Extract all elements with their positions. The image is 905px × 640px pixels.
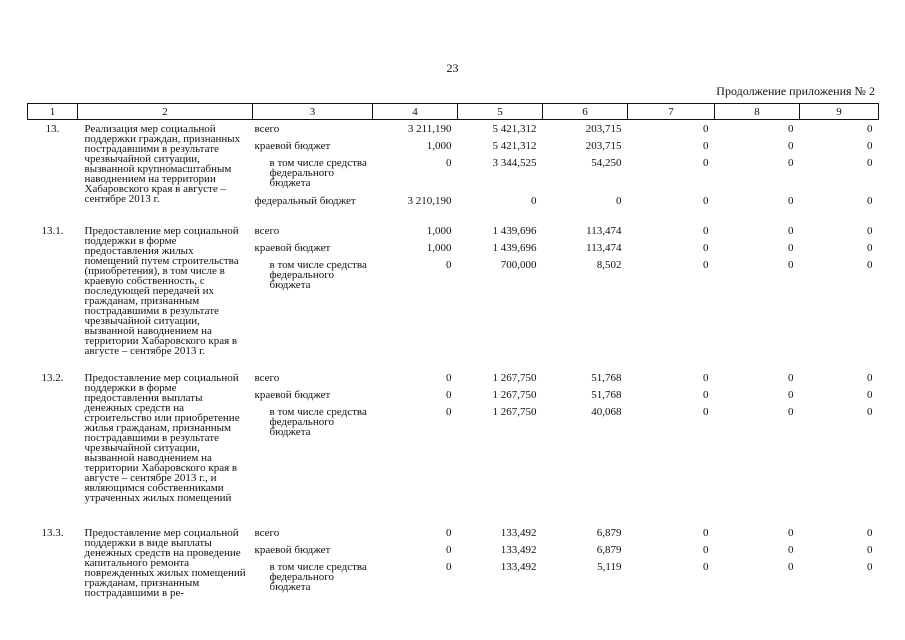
budget-value: 0: [867, 225, 873, 237]
budget-value: 0: [788, 561, 794, 573]
budget-value: 1 439,696: [492, 242, 537, 254]
funding-source-cell: [253, 524, 373, 604]
budget-value: 203,715: [585, 140, 622, 152]
budget-value: 113,474: [586, 225, 622, 237]
budget-value: 0: [703, 259, 709, 271]
column-header-4: 4: [373, 104, 458, 120]
funding-source-label: всего: [254, 372, 280, 384]
budget-value: 0: [703, 123, 709, 135]
budget-value: 0: [788, 242, 794, 254]
funding-source-label: федеральный бюджет: [254, 195, 356, 207]
budget-value: 113,474: [586, 242, 622, 254]
value-cell-v9: [800, 222, 879, 369]
table-row: [28, 369, 879, 524]
value-cell-v7: [628, 222, 715, 369]
budget-value: 0: [867, 140, 873, 152]
table-row: [28, 222, 879, 369]
budget-value: 51,768: [591, 389, 622, 401]
funding-source-label: краевой бюджет: [254, 140, 331, 152]
budget-value: 1 267,750: [492, 406, 537, 418]
funding-source-label: в том числе средства федерального бюджета: [269, 561, 367, 593]
budget-value: 0: [446, 527, 452, 539]
budget-value: 0: [788, 527, 794, 539]
budget-value: 0: [788, 140, 794, 152]
column-header-9: 9: [800, 104, 879, 120]
row-number: 13.2.: [41, 372, 64, 384]
budget-value: 0: [703, 544, 709, 556]
budget-value: 0: [446, 372, 452, 384]
value-cell-v7: [628, 120, 715, 223]
budget-value: 0: [446, 259, 452, 271]
value-cell-v6: [543, 369, 628, 524]
budget-value: 0: [788, 195, 794, 207]
table-row: [28, 120, 879, 223]
budget-value: 1 267,750: [492, 372, 537, 384]
budget-value: 0: [788, 372, 794, 384]
funding-source-label: всего: [254, 123, 280, 135]
budget-value: 40,068: [591, 406, 622, 418]
budget-value: 54,250: [591, 157, 622, 169]
value-cell-v4: [373, 222, 458, 369]
value-cell-v8: [715, 524, 800, 604]
measure-name-cell: [78, 222, 253, 369]
budget-value: 0: [788, 123, 794, 135]
measure-name-cell: [78, 120, 253, 223]
funding-source-label: краевой бюджет: [254, 389, 331, 401]
row-number: 13.3.: [41, 527, 64, 539]
value-cell-v4: [373, 524, 458, 604]
value-cell-v7: [628, 524, 715, 604]
budget-value: 0: [703, 527, 709, 539]
budget-value: 0: [788, 389, 794, 401]
column-header-8: 8: [715, 104, 800, 120]
budget-value: 0: [703, 225, 709, 237]
budget-value: 0: [867, 544, 873, 556]
budget-value: 1,000: [426, 225, 452, 237]
budget-value: 1 267,750: [492, 389, 537, 401]
value-cell-v8: [715, 120, 800, 223]
value-cell-v4: [373, 369, 458, 524]
column-header-7: 7: [628, 104, 715, 120]
measure-name: Предоставление мер социальной поддержки в форме предоставления жилых помещений путем строительства (приобретения), в том числе в краевую собственность, с последующей передачей их гражданам, признанным пострадавшими в результате чрезвычайной ситуации, вызванной наводнением на территории Хабаровского края в августе – сентябре 2013 г.: [84, 225, 239, 357]
budget-value: 3 210,190: [407, 195, 452, 207]
budget-value: 0: [616, 195, 622, 207]
budget-value: 133,492: [500, 561, 537, 573]
funding-source-label: в том числе средства федерального бюджета: [269, 406, 367, 438]
value-cell-v5: [458, 524, 543, 604]
value-cell-v8: [715, 222, 800, 369]
budget-value: 0: [446, 389, 452, 401]
budget-value: 133,492: [500, 544, 537, 556]
value-cell-v9: [800, 524, 879, 604]
budget-value: 133,492: [500, 527, 537, 539]
funding-source-label: всего: [254, 225, 280, 237]
column-header-2: 2: [78, 104, 253, 120]
value-cell-v8: [715, 369, 800, 524]
page-number: 23: [446, 61, 459, 75]
value-cell-v5: [458, 120, 543, 223]
value-cell-v9: [800, 120, 879, 223]
budget-value: 0: [867, 389, 873, 401]
measure-name: Предоставление мер социальной поддержки в виде выплаты денежных средств на проведение капитального ремонта поврежденных жилых помещений гражданам, признанным пострадавшими в ре-: [84, 527, 246, 599]
row-number: 13.1.: [41, 225, 64, 237]
budget-value: 5 421,312: [492, 140, 537, 152]
budget-value: 51,768: [591, 372, 622, 384]
budget-value: 0: [867, 195, 873, 207]
budget-value: 6,879: [596, 544, 622, 556]
budget-value: 0: [867, 259, 873, 271]
funding-source-label: краевой бюджет: [254, 242, 331, 254]
table-row: [28, 524, 879, 604]
budget-value: 0: [867, 527, 873, 539]
column-header-1: 1: [28, 104, 78, 120]
value-cell-v7: [628, 369, 715, 524]
budget-value: 3 344,525: [492, 157, 537, 169]
budget-value: 3 211,190: [407, 123, 452, 135]
funding-source-label: в том числе средства федерального бюджета: [269, 259, 367, 291]
column-header-3: 3: [253, 104, 373, 120]
budget-value: 1,000: [426, 140, 452, 152]
row-number: 13.: [45, 123, 60, 135]
budget-value: 0: [788, 544, 794, 556]
value-cell-v6: [543, 222, 628, 369]
continuation-label: Продолжение приложения № 2: [716, 84, 875, 98]
budget-value: 0: [703, 140, 709, 152]
budget-value: 0: [703, 195, 709, 207]
budget-value: 0: [446, 406, 452, 418]
budget-value: 0: [867, 372, 873, 384]
budget-value: 0: [703, 372, 709, 384]
budget-value: 203,715: [585, 123, 622, 135]
budget-value: 1,000: [426, 242, 452, 254]
budget-value: 0: [446, 561, 452, 573]
value-cell-v5: [458, 222, 543, 369]
budget-value: 8,502: [596, 259, 622, 271]
budget-value: 0: [788, 406, 794, 418]
measure-name-cell: [78, 369, 253, 524]
table-body: [28, 120, 879, 605]
budget-value: 0: [703, 389, 709, 401]
budget-value: 5,119: [597, 561, 622, 573]
funding-source-cell: [253, 120, 373, 223]
budget-value: 0: [703, 406, 709, 418]
funding-source-cell: [253, 222, 373, 369]
budget-value: 0: [867, 242, 873, 254]
budget-value: 0: [703, 157, 709, 169]
budget-value: 0: [788, 157, 794, 169]
budget-value: 0: [867, 406, 873, 418]
funding-source-label: в том числе средства федерального бюджета: [269, 157, 367, 189]
column-header-6: 6: [543, 104, 628, 120]
measure-name-cell: [78, 524, 253, 604]
budget-table: [27, 103, 879, 604]
budget-value: 0: [446, 157, 452, 169]
measure-name: Реализация мер социальной поддержки граждан, признанных пострадавшими в результате чрезвычайной ситуации, вызванной крупномасштабным наводнением на территории Хабаровского края в августе – сентябре 2013 г.: [84, 123, 241, 205]
value-cell-v5: [458, 369, 543, 524]
budget-value: 700,000: [500, 259, 537, 271]
column-header-row: [28, 104, 879, 120]
funding-source-cell: [253, 369, 373, 524]
budget-value: 0: [867, 561, 873, 573]
budget-value: 6,879: [596, 527, 622, 539]
budget-value: 0: [531, 195, 537, 207]
budget-value: 0: [703, 561, 709, 573]
value-cell-v6: [543, 120, 628, 223]
budget-value: 5 421,312: [492, 123, 537, 135]
budget-value: 1 439,696: [492, 225, 537, 237]
value-cell-v9: [800, 369, 879, 524]
budget-value: 0: [867, 157, 873, 169]
funding-source-label: всего: [254, 527, 280, 539]
budget-value: 0: [867, 123, 873, 135]
measure-name: Предоставление мер социальной поддержки в форме предоставления выплаты денежных средств на строительство или приобретение жилья гражданам, признанным пострадавшими в результате чрезвычайной ситуации, вызванной наводнением на территории Хабаровского края в августе – сентябре 2013 г., и являющимся собственниками утраченных жилых помещений: [84, 372, 240, 504]
column-header-5: 5: [458, 104, 543, 120]
budget-value: 0: [703, 242, 709, 254]
value-cell-v6: [543, 524, 628, 604]
budget-value: 0: [788, 259, 794, 271]
funding-source-label: краевой бюджет: [254, 544, 331, 556]
budget-value: 0: [788, 225, 794, 237]
budget-value: 0: [446, 544, 452, 556]
value-cell-v4: [373, 120, 458, 223]
